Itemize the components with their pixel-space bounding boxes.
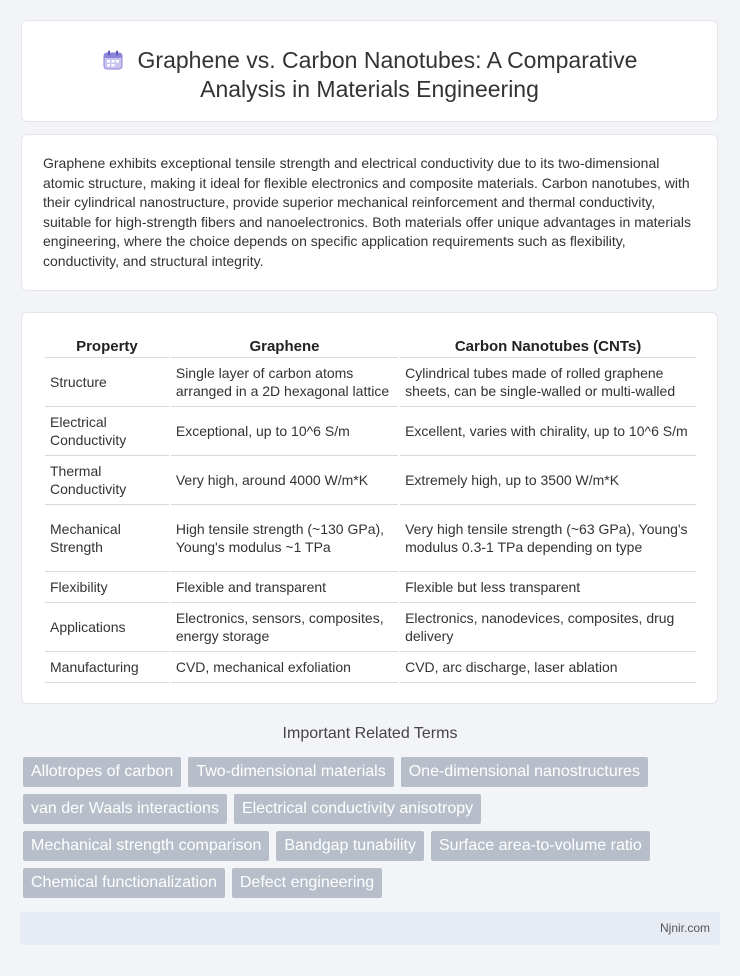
- table-row: [45, 652, 696, 683]
- table-row: [45, 603, 696, 652]
- title-line-2: Analysis in Materials Engineering: [200, 76, 539, 102]
- term-tag[interactable]: Surface area-to-volume ratio: [431, 831, 650, 861]
- footer-site-link[interactable]: Njnir.com: [659, 921, 710, 935]
- term-tag[interactable]: Mechanical strength comparison: [23, 831, 269, 861]
- term-tag[interactable]: Allotropes of carbon: [23, 757, 181, 787]
- table-cell: Very high, around 4000 W/m*K: [171, 456, 398, 505]
- title-card: [21, 20, 718, 122]
- table-header-row: [45, 335, 696, 358]
- term-tag[interactable]: Defect engineering: [232, 868, 382, 898]
- table-cell: Electrical Conductivity: [45, 407, 169, 456]
- term-row: [23, 757, 723, 787]
- term-row: [23, 794, 723, 824]
- term-tag[interactable]: Bandgap tunability: [276, 831, 424, 861]
- table-cell: Excellent, varies with chirality, up to 10^6 S/m: [400, 407, 696, 456]
- intro-card: [21, 134, 718, 291]
- table-cell: Applications: [45, 603, 169, 652]
- table-cell: Mechanical Strength: [45, 505, 169, 572]
- intro-paragraph: Graphene exhibits exceptional tensile strength and electrical conductivity due to its two-dimensional atomic structure, making it ideal for flexible electronics and composite materials. Carbon nanotubes, with their cylindrical nanostructure, provide superior mechanical reinforcement and thermal conductivity, suitable for high-strength fibers and nanoelectronics. Both materials offer unique advantages in materials engineering, where the choice depends on specific application requirements such as flexibility, conductivity, and structural integrity.: [43, 155, 692, 269]
- table-cell: Single layer of carbon atoms arranged in a 2D hexagonal lattice: [171, 358, 398, 407]
- related-terms-heading: Important Related Terms: [282, 725, 458, 742]
- table-cell: Exceptional, up to 10^6 S/m: [171, 407, 398, 456]
- title-line-1: Graphene vs. Carbon Nanotubes: A Comparative: [137, 47, 638, 73]
- table-cell: Structure: [45, 358, 169, 407]
- header-property: Property: [45, 335, 169, 358]
- term-tag[interactable]: Electrical conductivity anisotropy: [234, 794, 481, 824]
- table-cell: CVD, arc discharge, laser ablation: [400, 652, 696, 683]
- comparison-table-card: [21, 312, 718, 704]
- comparison-table: [43, 335, 698, 683]
- table-cell: Cylindrical tubes made of rolled graphene sheets, can be single-walled or multi-walled: [400, 358, 696, 407]
- table-cell: Flexible and transparent: [171, 572, 398, 603]
- table-cell: Manufacturing: [45, 652, 169, 683]
- header-cnts: Carbon Nanotubes (CNTs): [400, 335, 696, 358]
- term-tag[interactable]: Two-dimensional materials: [188, 757, 393, 787]
- table-row: [45, 358, 696, 407]
- table-cell: High tensile strength (~130 GPa), Young's modulus ~1 TPa: [171, 505, 398, 572]
- header-graphene: Graphene: [171, 335, 398, 358]
- table-cell: Flexibility: [45, 572, 169, 603]
- table-row: [45, 572, 696, 603]
- footer: [20, 912, 720, 945]
- table-row: [45, 505, 696, 572]
- term-row: [23, 831, 723, 861]
- calendar-icon: [102, 49, 124, 71]
- table-cell: Electronics, sensors, composites, energy storage: [171, 603, 398, 652]
- term-tag[interactable]: Chemical functionalization: [23, 868, 225, 898]
- table-cell: Very high tensile strength (~63 GPa), Young's modulus 0.3-1 TPa depending on type: [400, 505, 696, 572]
- table-cell: Thermal Conductivity: [45, 456, 169, 505]
- table-cell: CVD, mechanical exfoliation: [171, 652, 398, 683]
- page-title: [22, 46, 717, 104]
- related-terms: [23, 757, 723, 905]
- table-cell: Extremely high, up to 3500 W/m*K: [400, 456, 696, 505]
- table-row: [45, 407, 696, 456]
- table-cell: Electronics, nanodevices, composites, drug delivery: [400, 603, 696, 652]
- table-cell: Flexible but less transparent: [400, 572, 696, 603]
- term-tag[interactable]: One-dimensional nanostructures: [401, 757, 648, 787]
- term-tag[interactable]: van der Waals interactions: [23, 794, 227, 824]
- term-row: [23, 868, 723, 898]
- table-row: [45, 456, 696, 505]
